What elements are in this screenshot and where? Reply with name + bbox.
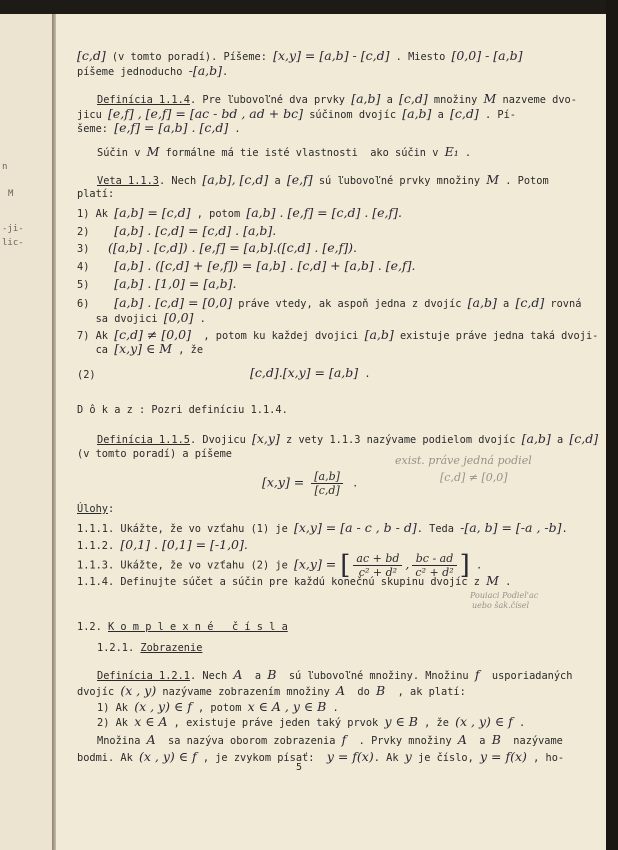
exercises-heading xyxy=(77,502,114,516)
text: práve vtedy, ak aspoň jedna z dvojíc xyxy=(232,298,468,310)
text: 1.1.1. Ukážte, že vo vzťahu (1) je xyxy=(77,523,294,535)
text-line xyxy=(77,187,114,201)
text: . xyxy=(512,717,526,729)
condition-2 xyxy=(97,715,525,730)
page-number: 5 xyxy=(296,762,303,773)
math-expression: [e,f] = [a,b] . [c,d] xyxy=(114,120,229,135)
underlined-heading: Úlohy xyxy=(77,503,108,515)
text: . Ak xyxy=(373,752,405,764)
text: . Teda xyxy=(416,523,461,535)
text: a xyxy=(380,94,399,106)
fraction-denominator: c² + d² xyxy=(415,566,454,579)
left-page-fragment: M xyxy=(8,189,14,199)
text: . xyxy=(193,313,206,325)
text-line xyxy=(77,750,564,765)
left-page-fragment: -ji- xyxy=(2,224,24,234)
text: 7) Ak xyxy=(77,330,115,342)
text: súčinom dvojíc xyxy=(303,109,403,121)
fraction xyxy=(311,470,343,497)
text-line xyxy=(77,447,232,461)
text-line xyxy=(77,64,228,79)
quotient-formula xyxy=(262,470,358,497)
math-expression: [a,b] xyxy=(402,106,432,121)
text: , ho- xyxy=(526,752,565,764)
theorem-1-1-3 xyxy=(97,173,549,188)
text-line xyxy=(77,121,241,136)
text: formálne má tie isté vlastnosti ako súčin v xyxy=(159,147,445,159)
text: rovná xyxy=(544,298,582,310)
text-line xyxy=(77,311,206,326)
definition-1-1-5 xyxy=(97,432,598,447)
math-expression: (x , y) ∈ f xyxy=(134,699,192,714)
text: . Prvky množiny xyxy=(346,735,458,747)
text: 1.2. xyxy=(77,621,108,633)
text: a xyxy=(550,434,570,446)
math-expression: A xyxy=(146,732,156,747)
text: . xyxy=(469,559,483,572)
text-line xyxy=(77,684,466,699)
text: z vety 1.1.3 nazývame podielom dvojíc xyxy=(279,434,522,446)
text: jicu xyxy=(77,109,108,121)
math-expression: [c,d].[x,y] = [a,b] xyxy=(250,365,359,380)
math-expression: [a,b], [c,d] xyxy=(202,172,269,187)
math-expression: [a,b] . [c,d] = [c,d] . [a,b]. xyxy=(114,223,277,238)
left-page-fragment: lic- xyxy=(2,238,24,248)
math-expression: x ∈ A , y ∈ B xyxy=(247,699,327,714)
text: , potom xyxy=(191,702,248,714)
text: . xyxy=(345,477,359,490)
math-expression: B xyxy=(376,683,386,698)
property-2 xyxy=(77,224,276,239)
underlined-heading: Zobrazenie xyxy=(140,642,203,654)
scan-top-edge xyxy=(0,0,618,14)
text: , je zvykom písať: xyxy=(196,752,327,764)
text: a xyxy=(496,298,516,310)
math-expression: [a,b] xyxy=(351,91,381,106)
text: a xyxy=(431,109,451,121)
text: . xyxy=(228,123,241,135)
text: a xyxy=(268,175,287,187)
text: 2) xyxy=(77,226,115,238)
handwritten-note: [c,d] ≠ [0,0] xyxy=(440,471,508,484)
text: , potom ku každej dvojici xyxy=(191,330,365,342)
text: , potom xyxy=(190,208,247,220)
math-expression: ([a,b] . [c,d]) . [e,f] = [a,b].([c,d] . [e,f]). xyxy=(108,240,357,255)
math-expression: [x,y] = xyxy=(262,474,309,490)
math-expression: [x,y] = xyxy=(293,556,341,572)
text: 1) Ak xyxy=(77,208,115,220)
definition-1-1-4 xyxy=(97,92,577,107)
proof xyxy=(77,403,288,417)
underlined-heading: Veta 1.1.3 xyxy=(97,175,159,187)
underlined-heading: Definícia 1.1.5 xyxy=(97,434,190,446)
math-expression: [a,b] . [1,0] = [a,b]. xyxy=(114,276,237,291)
math-expression: [e,f] xyxy=(286,172,313,187)
text: a xyxy=(242,670,268,682)
text: 1.1.3. Ukážte, že vo vzťahu (2) je xyxy=(77,559,294,572)
math-expression: y xyxy=(404,749,412,764)
property-1 xyxy=(77,206,402,221)
math-expression: [a,b] xyxy=(467,295,497,310)
property-5 xyxy=(77,277,237,292)
math-expression: [0,0] xyxy=(163,310,194,325)
property-4 xyxy=(77,259,415,274)
text: ca xyxy=(77,344,115,356)
math-expression: B xyxy=(491,732,501,747)
math-expression: (x , y) ∈ f xyxy=(455,714,513,729)
text: 6) xyxy=(77,298,115,310)
math-expression: [c,d] xyxy=(450,106,479,121)
underlined-heading: Definícia 1.2.1 xyxy=(97,670,190,682)
math-expression: [x,y] = [a - c , b - d] xyxy=(293,520,417,535)
text: usporiadaných xyxy=(479,670,573,682)
text: 1.1.4. Definujte súčet a súčin pre každú konečnú skupinu dvojíc z xyxy=(77,576,487,588)
text-line xyxy=(77,49,522,64)
math-expression: [c,d] xyxy=(398,91,428,106)
text: . Miesto xyxy=(389,51,452,63)
text: . Nech xyxy=(190,670,234,682)
underlined-heading: K o m p l e x n é č í s l a xyxy=(108,621,288,633)
text: : xyxy=(108,503,115,515)
text: D ô k a z : Pozri definíciu 1.1.4. xyxy=(77,404,288,416)
handwritten-note: uebo šak.čísel xyxy=(472,601,530,610)
text: , že xyxy=(417,717,456,729)
math-expression: [c,d] xyxy=(515,295,545,310)
math-expression: f xyxy=(474,667,480,682)
math-expression: [a,b] xyxy=(364,327,394,342)
text: (2) xyxy=(77,369,96,381)
text-line xyxy=(77,342,203,357)
section-heading xyxy=(77,620,288,634)
fraction-numerator: ac + bd xyxy=(353,552,402,566)
text: sú ľubovoľné množiny. Množinu xyxy=(276,670,475,682)
text: . xyxy=(326,702,339,714)
math-expression: [a,b] . ([c,d] + [e,f]) = [a,b] . [c,d] + [a,b] . [e,f]. xyxy=(114,258,416,273)
text: Súčin v xyxy=(97,147,147,159)
text: nazveme dvo- xyxy=(496,94,577,106)
text: existuje práve jedna taká dvoji- xyxy=(393,330,599,342)
text: je číslo, xyxy=(411,752,480,764)
handwritten-note: Pouiaci Podiel'ac xyxy=(470,591,539,600)
math-expression: -[a,b] xyxy=(188,63,222,78)
math-expression: B xyxy=(267,667,277,682)
subsection-heading xyxy=(97,641,202,655)
math-expression: [x,y] xyxy=(252,431,280,446)
text: . Nech xyxy=(159,175,203,187)
text: nazývame xyxy=(500,735,563,747)
property-3 xyxy=(77,241,357,256)
text: bodmi. Ak xyxy=(77,752,139,764)
text: 1.2.1. xyxy=(97,642,141,654)
bracket: ] xyxy=(459,550,470,581)
math-expression: x ∈ A xyxy=(134,714,168,729)
text: , ak platí: xyxy=(385,686,466,698)
handwritten-note: exist. práve jedná podiel xyxy=(395,454,532,467)
text: (v tomto poradí). Píšeme: xyxy=(105,51,274,63)
property-6 xyxy=(77,296,581,311)
text: . Dvojicu xyxy=(190,434,252,446)
text: 1.1.2. xyxy=(77,540,121,552)
math-expression: [a,b] . [c,d] = [0,0] xyxy=(114,295,233,310)
text: 5) xyxy=(77,279,115,291)
math-expression: [a,b] = [c,d] xyxy=(114,205,191,220)
text: . xyxy=(458,147,472,159)
text: Množina xyxy=(97,735,147,747)
text: 4) xyxy=(77,261,115,273)
text: sú ľubovoľné prvky množiny xyxy=(312,175,487,187)
text: . xyxy=(358,368,371,380)
math-expression: M xyxy=(486,573,499,588)
text: . Potom xyxy=(499,175,549,187)
math-expression: M xyxy=(486,172,500,187)
condition-1 xyxy=(97,700,339,715)
text: . xyxy=(498,576,512,588)
math-expression: (x , y) ∈ f xyxy=(139,749,197,764)
text-line xyxy=(97,733,563,748)
math-expression: [x,y] = [a,b] - [c,d] xyxy=(273,48,390,63)
scan-right-edge xyxy=(606,0,618,850)
math-expression: [e,f] , [e,f] = [ac - bd , ad + bc] xyxy=(108,106,304,121)
math-expression: [c,d] xyxy=(569,431,599,446)
math-expression: [x,y] ∈ M xyxy=(114,341,173,356)
math-expression: M xyxy=(483,91,497,106)
math-expression: E₁ xyxy=(444,144,459,159)
math-expression: [a,b] . [e,f] = [c,d] . [e,f]. xyxy=(246,205,402,220)
text: sa dvojici xyxy=(77,313,164,325)
text: šeme: xyxy=(77,123,115,135)
math-expression: [0,1] . [0,1] = [-1,0]. xyxy=(120,537,248,552)
text: 2) Ak xyxy=(97,717,135,729)
text: platí: xyxy=(77,188,115,200)
text: 1) Ak xyxy=(97,702,135,714)
exercise-1-1-4 xyxy=(77,574,511,589)
text: (v tomto poradí) a píšeme xyxy=(77,448,232,460)
math-expression: A xyxy=(233,667,243,682)
exercise-1-1-1 xyxy=(77,521,568,536)
definition-1-2-1 xyxy=(97,668,572,683)
math-expression: [a,b] xyxy=(521,431,551,446)
text: . Pí- xyxy=(478,109,516,121)
text: nazývame zobrazením množiny xyxy=(156,686,336,698)
fraction-denominator: c² + d² xyxy=(358,566,398,579)
text: . xyxy=(561,523,568,535)
math-expression: y = f(x) xyxy=(480,749,527,764)
equation-number xyxy=(77,368,96,382)
text: do xyxy=(345,686,377,698)
left-page-fragment: n xyxy=(2,162,8,172)
text-line xyxy=(97,145,471,160)
fraction-denominator: [c,d] xyxy=(314,484,340,497)
fraction-numerator: [a,b] xyxy=(311,470,343,484)
exercise-1-1-2 xyxy=(77,538,248,553)
math-expression: [c,d] xyxy=(77,48,106,63)
text: množiny xyxy=(427,94,484,106)
text: a xyxy=(466,735,492,747)
text: . xyxy=(222,66,229,78)
text: , existuje práve jeden taký prvok xyxy=(167,717,385,729)
bracket: [ xyxy=(340,550,351,581)
equation-2 xyxy=(250,366,371,381)
math-expression: -[a, b] = [-a , -b] xyxy=(460,520,562,535)
math-expression: , xyxy=(405,556,410,572)
text: píšeme jednoducho xyxy=(77,66,189,78)
math-expression: y = f(x) xyxy=(326,749,374,764)
math-expression: A xyxy=(457,732,467,747)
text: . Pre ľubovoľné dva prvky xyxy=(190,94,352,106)
math-expression: y ∈ B xyxy=(384,714,418,729)
math-expression: M xyxy=(146,144,160,159)
math-expression: [c,d] ≠ [0,0] xyxy=(114,327,191,342)
text: dvojíc xyxy=(77,686,121,698)
underlined-heading: Definícia 1.1.4 xyxy=(97,94,190,106)
math-expression: f xyxy=(341,732,347,747)
math-expression: A xyxy=(335,683,346,698)
math-expression: [0,0] - [a,b] xyxy=(451,48,523,63)
math-expression: (x , y) xyxy=(120,683,157,698)
left-page-edge xyxy=(0,14,52,850)
text: 3) xyxy=(77,243,108,255)
fraction-numerator: bc - ad xyxy=(412,552,456,566)
text: sa nazýva oborom zobrazenia xyxy=(155,735,342,747)
text: , že xyxy=(172,344,204,356)
